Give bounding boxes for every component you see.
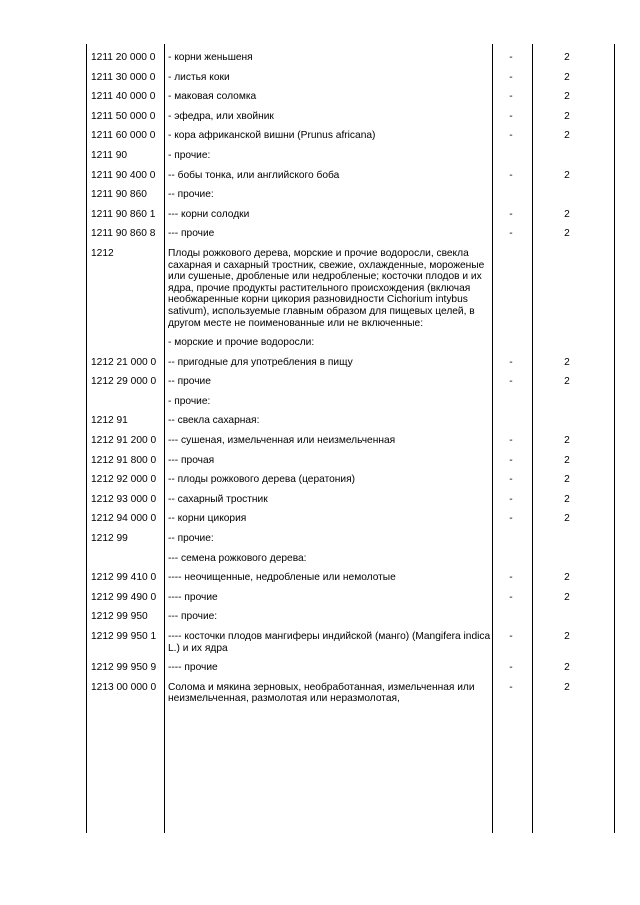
table-row <box>86 466 614 486</box>
commodity-description: Солома и мякина зерновых, необработанная, измельченная или неизмельченная, размолотая или неразмолотая, <box>168 681 475 705</box>
duty-rate: 2 <box>564 513 570 525</box>
duty-rate: 2 <box>564 52 570 63</box>
additional-unit-mark: - <box>509 356 513 368</box>
duty-rate: 2 <box>564 662 570 674</box>
commodity-code: 1211 30 000 0 <box>91 71 156 83</box>
duty-rate: 2 <box>564 110 570 122</box>
table-row <box>86 505 614 525</box>
commodity-code: 1212 93 000 0 <box>91 493 157 505</box>
commodity-description: -- сахарный тростник <box>168 493 268 505</box>
commodity-code: 1212 29 000 0 <box>91 376 157 388</box>
table-row <box>86 122 614 142</box>
commodity-code: 1212 99 490 0 <box>91 591 157 603</box>
additional-unit-mark: - <box>509 454 513 466</box>
duty-rate: 2 <box>564 130 570 142</box>
commodity-description: -- плоды рожкового дерева (цератония) <box>168 474 356 486</box>
additional-unit-mark: - <box>509 631 513 642</box>
table-row <box>86 486 614 506</box>
table-row <box>86 623 614 654</box>
commodity-description: -- корни цикория <box>168 513 247 525</box>
commodity-code: 1211 20 000 0 <box>91 52 156 63</box>
table-row <box>86 329 614 349</box>
commodity-description: ---- прочие <box>168 662 218 674</box>
additional-unit-mark: - <box>509 208 513 220</box>
duty-rate: 2 <box>564 228 570 240</box>
table-row <box>86 83 614 103</box>
additional-unit-mark: - <box>509 52 513 63</box>
commodity-code: 1212 99 950 9 <box>91 662 157 674</box>
table-row <box>86 64 614 84</box>
additional-unit-mark: - <box>509 493 513 505</box>
commodity-description: -- бобы тонка, или английского боба <box>168 169 340 181</box>
commodity-code: 1212 91 800 0 <box>91 454 157 466</box>
duty-rate: 2 <box>564 572 570 584</box>
table-row <box>86 674 614 705</box>
commodity-description: - листья коки <box>168 71 230 83</box>
commodity-description: - кора африканской вишни (Prunus africana) <box>168 130 376 142</box>
table-row <box>86 545 614 565</box>
commodity-description: -- прочие <box>168 376 211 388</box>
commodity-description: --- корни солодки <box>168 208 250 220</box>
duty-rate: 2 <box>564 493 570 505</box>
table-row <box>86 564 614 584</box>
commodity-code: 1211 40 000 0 <box>91 91 156 103</box>
table-row <box>86 654 614 674</box>
commodity-code: 1212 91 200 0 <box>91 435 157 447</box>
commodity-code: 1212 92 000 0 <box>91 474 157 486</box>
table-row <box>86 368 614 388</box>
commodity-code: 1212 99 <box>91 533 128 545</box>
duty-rate: 2 <box>564 591 570 603</box>
table-row <box>86 388 614 408</box>
commodity-description: ---- неочищенные, недробленые или немолотые <box>168 572 396 584</box>
additional-unit-mark: - <box>509 130 513 142</box>
commodity-description: - эфедра, или хвойник <box>168 110 274 122</box>
commodity-description: ---- прочие <box>168 591 218 603</box>
additional-unit-mark: - <box>509 474 513 486</box>
commodity-code: 1211 50 000 0 <box>91 110 156 122</box>
additional-unit-mark: - <box>509 435 513 447</box>
commodity-code: 1212 99 950 <box>91 611 148 623</box>
additional-unit-mark: - <box>509 228 513 240</box>
commodity-description: Плоды рожкового дерева, морские и прочие водоросли, свекла сахарная и сахарный тростник, свежие, охлажденные, мороженые или сушеные, дробленые или недробленые; косточки плодов и их ядра, прочие продукты растительного происхождения (включая необжаренные корни цикория разновидности Cichorium intybus sativum), используемые главным образом для пищевых целей, в другом месте не поименованные или не включенные: <box>168 247 485 329</box>
duty-rate: 2 <box>564 376 570 388</box>
commodity-description: - маковая соломка <box>168 91 257 103</box>
commodity-description: --- прочая <box>168 454 215 466</box>
commodity-code: 1211 90 <box>91 149 128 161</box>
commodity-description: -- прочие: <box>168 189 214 201</box>
commodity-code: 1211 90 860 <box>91 189 147 201</box>
table-row <box>86 349 614 369</box>
duty-rate: 2 <box>564 474 570 486</box>
additional-unit-mark: - <box>509 572 513 584</box>
table-row <box>86 603 614 623</box>
table-row <box>86 162 614 182</box>
duty-rate: 2 <box>564 435 570 447</box>
table-row <box>86 220 614 240</box>
additional-unit-mark: - <box>509 513 513 525</box>
commodity-description: - корни женьшеня <box>168 52 253 63</box>
duty-rate: 2 <box>564 681 570 693</box>
commodity-code: 1212 <box>91 247 114 259</box>
commodity-code: 1211 90 860 1 <box>91 208 156 220</box>
commodity-code: 1211 60 000 0 <box>91 130 156 142</box>
additional-unit-mark: - <box>509 376 513 388</box>
commodity-code: 1212 99 950 1 <box>91 631 157 642</box>
commodity-code: 1211 90 400 0 <box>91 169 156 181</box>
commodity-description: - прочие: <box>168 149 211 161</box>
duty-rate: 2 <box>564 454 570 466</box>
table-row <box>86 447 614 467</box>
table-row <box>86 240 614 329</box>
commodity-code: 1212 91 <box>91 415 128 427</box>
additional-unit-mark: - <box>509 662 513 674</box>
table-row <box>86 427 614 447</box>
tariff-table <box>86 44 614 705</box>
duty-rate: 2 <box>564 356 570 368</box>
additional-unit-mark: - <box>509 169 513 181</box>
additional-unit-mark: - <box>509 110 513 122</box>
additional-unit-mark: - <box>509 71 513 83</box>
table-row <box>86 525 614 545</box>
commodity-description: -- пригодные для употребления в пищу <box>168 356 353 368</box>
table-row <box>86 44 614 64</box>
table-row <box>86 584 614 604</box>
commodity-description: -- свекла сахарная: <box>168 415 260 427</box>
duty-rate: 2 <box>564 631 570 642</box>
commodity-description: --- прочие: <box>168 611 218 623</box>
additional-unit-mark: - <box>509 681 513 693</box>
commodity-code: 1212 99 410 0 <box>91 572 157 584</box>
commodity-description: ---- косточки плодов мангиферы индийской (манго) (Mangifera indica L.) и их ядра <box>168 631 491 654</box>
commodity-code: 1211 90 860 8 <box>91 228 156 240</box>
commodity-description: - прочие: <box>168 395 211 407</box>
commodity-code: 1212 94 000 0 <box>91 513 157 525</box>
table-row <box>86 201 614 221</box>
commodity-code: 1213 00 000 0 <box>91 681 157 693</box>
commodity-code: 1212 21 000 0 <box>91 356 157 368</box>
duty-rate: 2 <box>564 208 570 220</box>
table-row <box>86 407 614 427</box>
commodity-description: -- прочие: <box>168 533 214 545</box>
commodity-description: --- сушеная, измельченная или неизмельченная <box>168 435 396 447</box>
table-row <box>86 103 614 123</box>
additional-unit-mark: - <box>509 91 513 103</box>
commodity-description: --- семена рожкового дерева: <box>168 552 307 564</box>
table-border-right <box>614 44 615 833</box>
duty-rate: 2 <box>564 71 570 83</box>
commodity-description: - морские и прочие водоросли: <box>168 337 315 349</box>
duty-rate: 2 <box>564 169 570 181</box>
duty-rate: 2 <box>564 91 570 103</box>
table-row <box>86 181 614 201</box>
additional-unit-mark: - <box>509 591 513 603</box>
commodity-description: --- прочие <box>168 228 215 240</box>
table-row <box>86 142 614 162</box>
